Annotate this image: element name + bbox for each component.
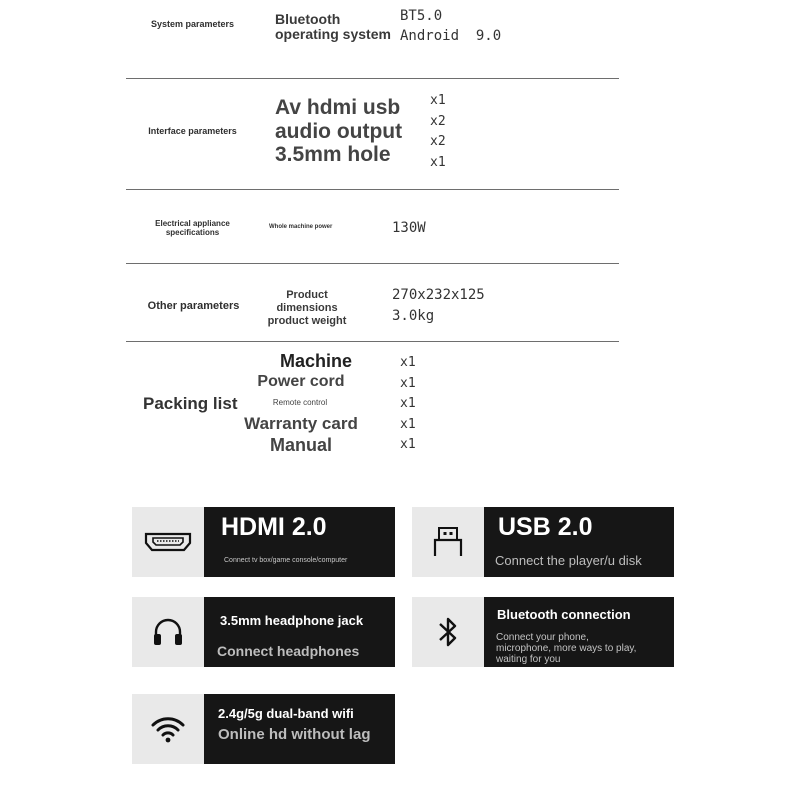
packing-item-warranty: Warranty card xyxy=(244,414,358,433)
interface-name-ports: Av hdmi usb xyxy=(275,96,401,119)
electrical-name-power: Whole machine power xyxy=(269,224,333,230)
feature-card-usb xyxy=(412,507,674,577)
other-name-weight: product weight xyxy=(267,315,347,327)
interface-name-audio: audio output xyxy=(275,120,403,143)
row-divider xyxy=(126,189,619,190)
other-name-product: Product xyxy=(286,289,328,301)
feature-title-usb: USB 2.0 xyxy=(498,513,593,541)
feature-subtitle-usb: Connect the player/u disk xyxy=(495,553,642,568)
packing-qty-3: x1 xyxy=(400,396,416,411)
feature-subtitle-bluetooth-3: waiting for you xyxy=(496,654,561,665)
other-value-weight: 3.0kg xyxy=(392,308,435,324)
feature-subtitle-bluetooth-2: microphone, more ways to play, xyxy=(496,643,637,654)
interface-qty-3: x2 xyxy=(430,134,446,149)
interface-qty-4: x1 xyxy=(430,155,446,170)
packing-qty-4: x1 xyxy=(400,417,416,432)
packing-list-label: Packing list xyxy=(143,394,238,413)
feature-card-hdmi xyxy=(132,507,395,577)
feature-title-bluetooth: Bluetooth connection xyxy=(497,607,631,622)
hdmi-port-icon xyxy=(132,507,204,577)
feature-subtitle-hdmi: Connect tv box/game console/computer xyxy=(224,557,348,564)
feature-subtitle-headphone: Connect headphones xyxy=(217,643,360,659)
row-divider xyxy=(126,341,619,342)
wifi-icon xyxy=(132,694,204,764)
interface-qty-1: x1 xyxy=(430,93,446,108)
interface-params-label: Interface parameters xyxy=(148,126,237,136)
system-name-os: operating system xyxy=(275,26,391,42)
feature-subtitle-wifi: Online hd without lag xyxy=(218,726,371,743)
row-divider xyxy=(126,263,619,264)
electrical-label-line1: Electrical appliance xyxy=(155,219,230,228)
system-value-android: Android 9.0 xyxy=(400,28,502,44)
feature-title-headphone: 3.5mm headphone jack xyxy=(220,613,364,628)
packing-item-machine: Machine xyxy=(279,351,353,371)
other-value-dimensions: 270x232x125 xyxy=(392,287,485,303)
interface-name-hole: 3.5mm hole xyxy=(275,143,391,166)
packing-qty-5: x1 xyxy=(400,437,416,452)
feature-title-hdmi: HDMI 2.0 xyxy=(221,513,327,541)
packing-item-remote: Remote control xyxy=(272,398,328,407)
other-name-dimensions: dimensions xyxy=(276,302,338,314)
usb-port-icon xyxy=(412,507,484,577)
system-params-label: System parameters xyxy=(150,19,235,29)
packing-item-manual: Manual xyxy=(269,435,332,455)
packing-qty-2: x1 xyxy=(400,376,416,391)
bluetooth-icon xyxy=(412,597,484,667)
electrical-label-line2: specifications xyxy=(165,228,220,237)
headphones-icon xyxy=(132,597,204,667)
system-value-bt: BT5.0 xyxy=(400,8,443,24)
feature-title-wifi: 2.4g/5g dual-band wifi xyxy=(218,706,354,721)
feature-card-bluetooth xyxy=(412,597,674,667)
packing-qty-1: x1 xyxy=(400,355,416,370)
electrical-value-power: 130W xyxy=(392,220,426,236)
interface-qty-2: x2 xyxy=(430,114,446,129)
feature-subtitle-bluetooth-1: Connect your phone, xyxy=(496,632,589,643)
system-name-bluetooth: Bluetooth xyxy=(275,11,341,27)
other-params-label: Other parameters xyxy=(147,300,240,312)
packing-item-power-cord: Power cord xyxy=(257,373,345,390)
feature-card-headphone xyxy=(132,597,395,667)
row-divider xyxy=(126,78,619,79)
feature-card-wifi xyxy=(132,694,395,764)
